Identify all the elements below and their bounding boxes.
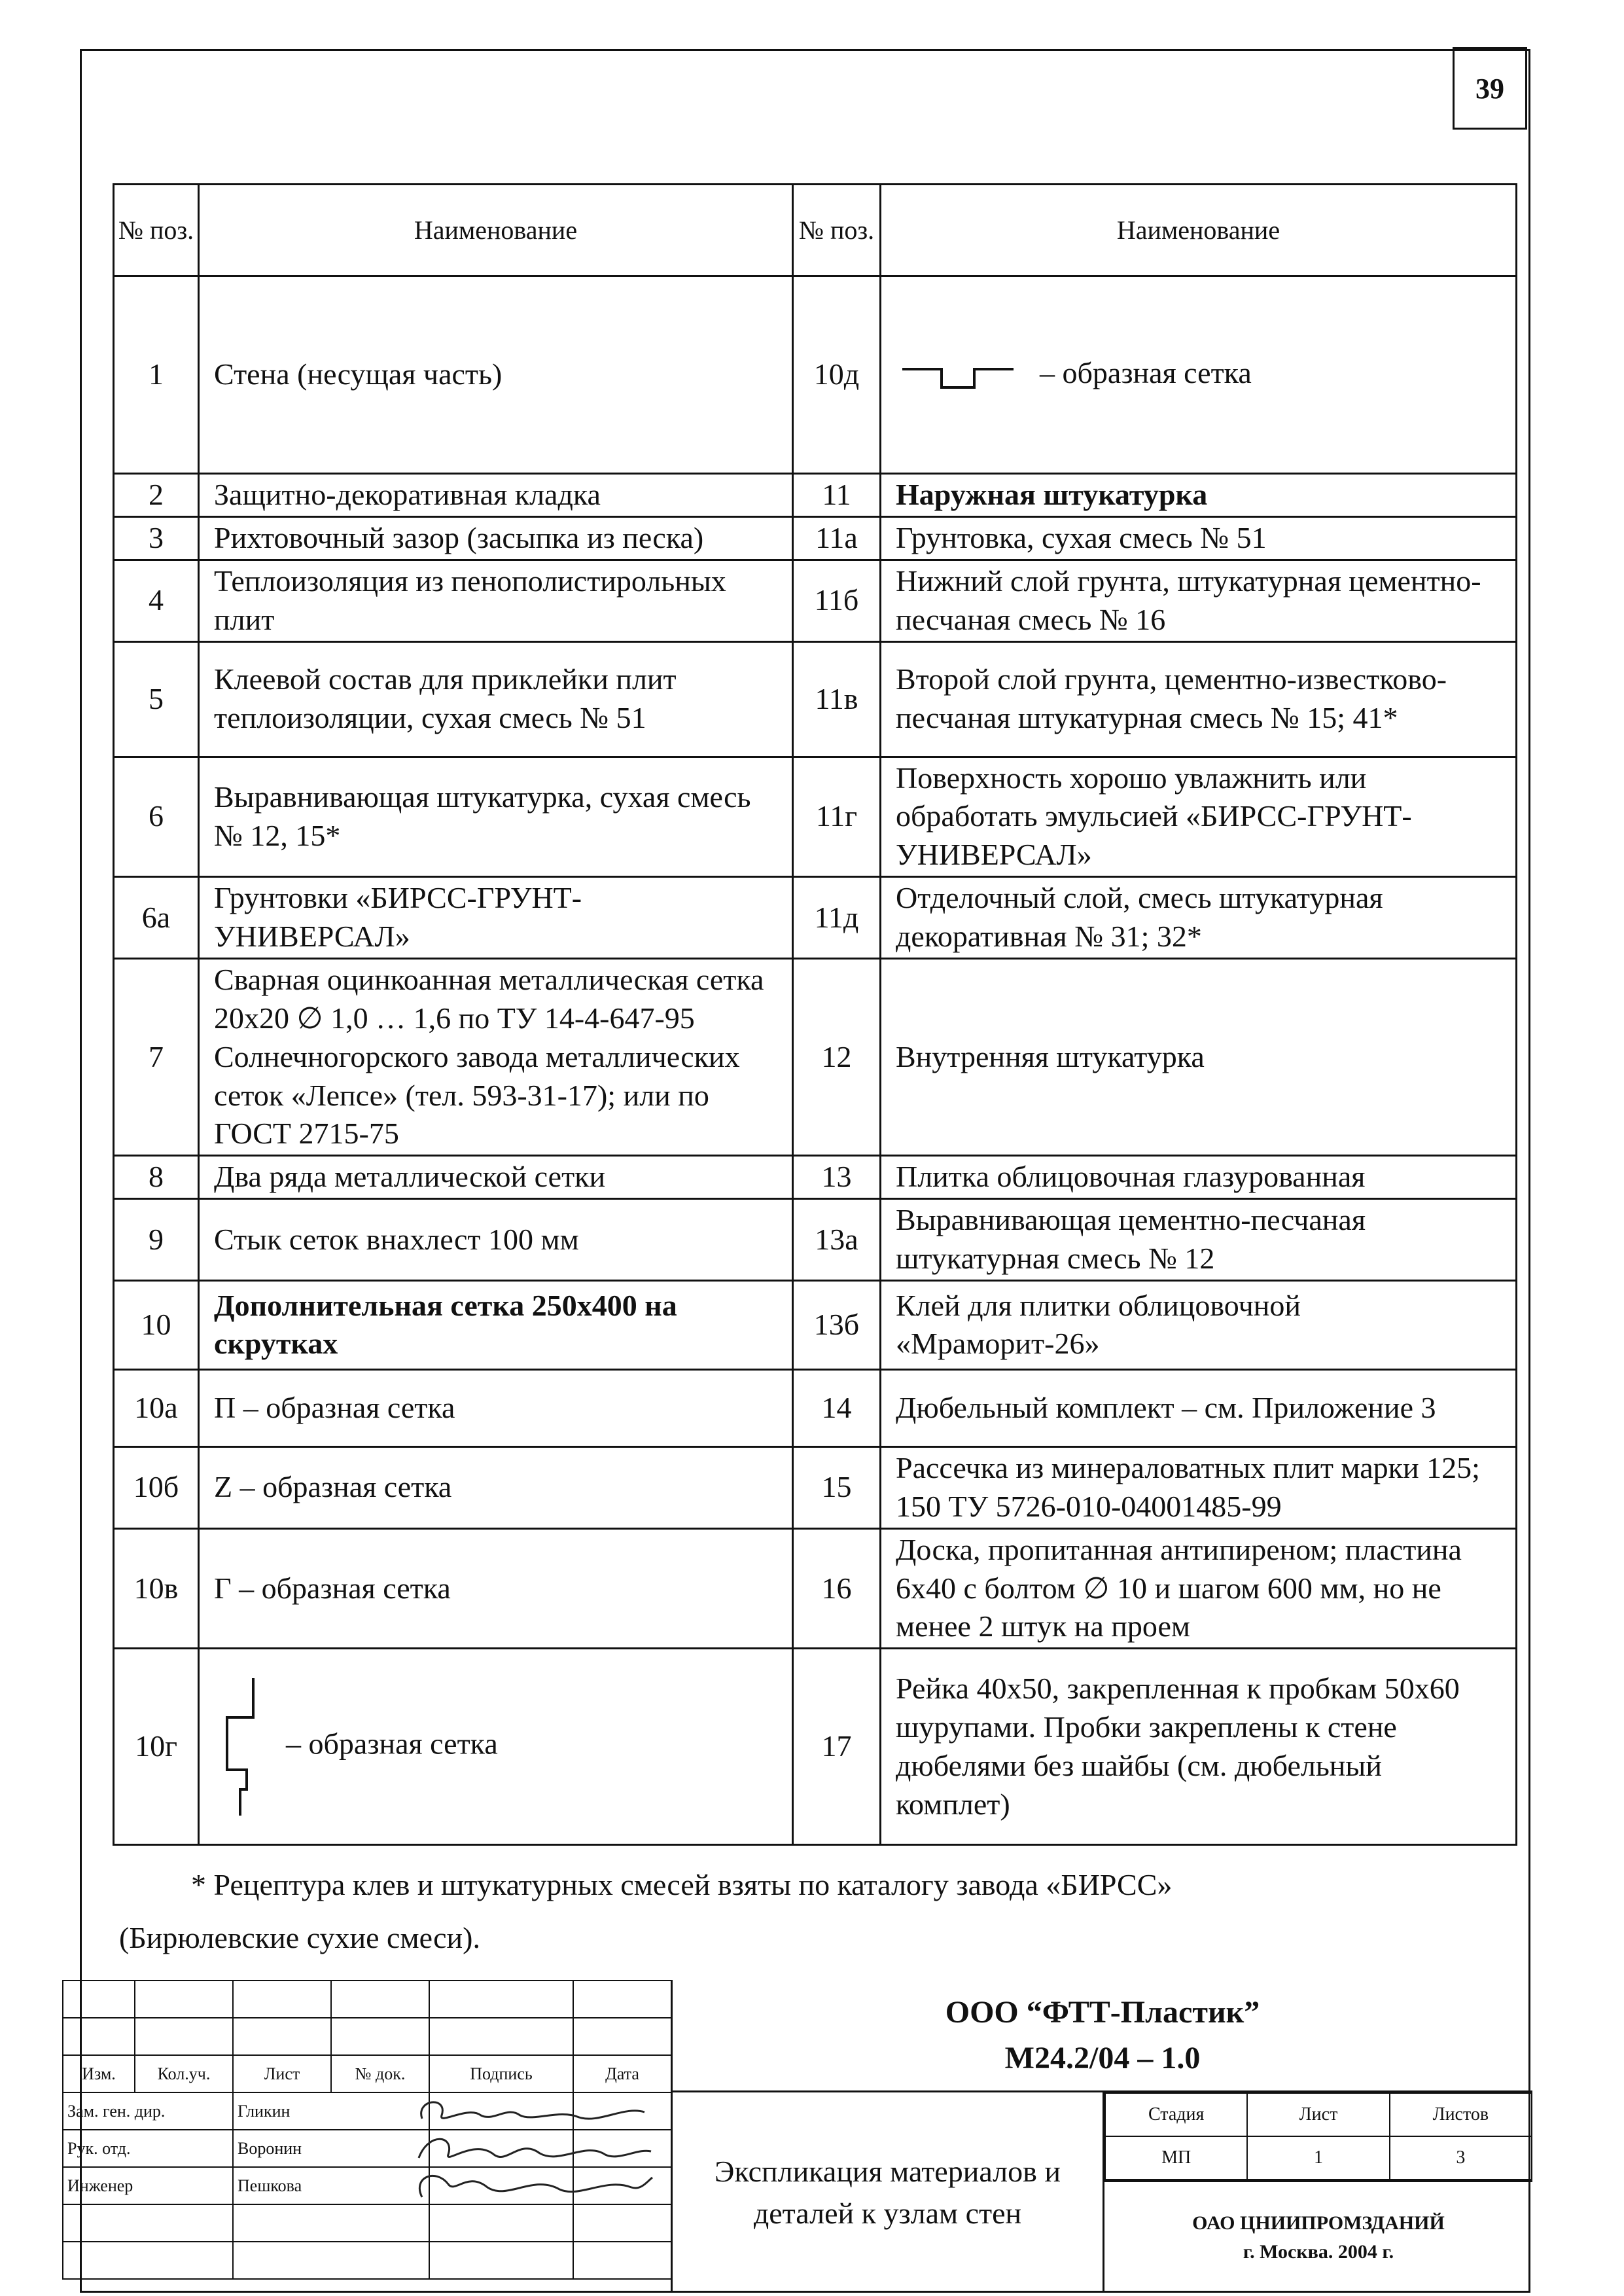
header-name-right: Наименование bbox=[881, 185, 1517, 276]
table-row bbox=[114, 560, 1517, 641]
pos-cell: 12 bbox=[793, 958, 881, 1155]
table-row bbox=[114, 276, 1517, 474]
stage-label: Стадия bbox=[1105, 2093, 1247, 2136]
pos-cell: 9 bbox=[114, 1199, 199, 1281]
name-cell: Доска, пропитанная антипиреном; пластина 6х40 с болтом ∅ 10 и шагом 600 мм, но не менее 2 штук на проем bbox=[881, 1528, 1517, 1649]
signature-icon bbox=[409, 2092, 658, 2132]
name-cell: Стена (несущая часть) bbox=[199, 276, 793, 474]
name-text: – образная сетка bbox=[286, 1727, 498, 1761]
pos-cell: 2 bbox=[114, 474, 199, 517]
role-label: Инженер bbox=[63, 2167, 233, 2204]
sheet-label: Лист bbox=[1247, 2093, 1389, 2136]
name-cell bbox=[199, 1649, 793, 1845]
footnote bbox=[119, 1859, 1460, 1964]
name-text: – образная сетка bbox=[1040, 355, 1252, 389]
name-cell: Г – образная сетка bbox=[199, 1528, 793, 1649]
title-block-main bbox=[671, 1980, 1530, 2293]
header-izm: Изм. bbox=[63, 2055, 135, 2092]
role-label: Рук. отд. bbox=[63, 2130, 233, 2167]
name-cell: Z – образная сетка bbox=[199, 1446, 793, 1528]
name-cell: П – образная сетка bbox=[199, 1369, 793, 1446]
role-name: Воронин bbox=[233, 2130, 429, 2167]
revision-header-row bbox=[63, 2055, 671, 2092]
name-cell: Сварная оцинкоанная металлическая сетка 20х20 ∅ 1,0 … 1,6 по ТУ 14-4-647-95 Солнечногорского завода металлических сеток «Лепсе» (тел. 593-31-17); или по ГОСТ 2715-75 bbox=[199, 958, 793, 1155]
revision-table bbox=[62, 1980, 671, 2293]
pos-cell: 10 bbox=[114, 1280, 199, 1369]
name-cell: Выравнивающая штукатурка, сухая смесь № 12, 15* bbox=[199, 757, 793, 877]
institute-city-year: г. Москва. 2004 г. bbox=[1243, 2240, 1394, 2263]
table-row bbox=[114, 1156, 1517, 1199]
table-row bbox=[114, 1199, 1517, 1281]
pos-cell: 3 bbox=[114, 516, 199, 560]
name-cell: Второй слой грунта, цементно-известково-песчаная штукатурная смесь № 15; 41* bbox=[881, 641, 1517, 757]
footnote-line-2: (Бирюлевские сухие смеси). bbox=[119, 1920, 480, 1954]
name-cell: Рассечка из минераловатных плит марки 125; 150 ТУ 5726-010-04001485-99 bbox=[881, 1446, 1517, 1528]
table-row bbox=[114, 516, 1517, 560]
header-date: Дата bbox=[573, 2055, 671, 2092]
sheets-value: 3 bbox=[1390, 2136, 1532, 2179]
stage-value: МП bbox=[1105, 2136, 1247, 2179]
name-cell bbox=[881, 276, 1517, 474]
role-name: Пешкова bbox=[233, 2167, 429, 2204]
name-cell: Внутренняя штукатурка bbox=[881, 958, 1517, 1155]
table-row bbox=[114, 958, 1517, 1155]
name-cell: Теплоизоляция из пенополистирольных плит bbox=[199, 560, 793, 641]
pos-cell: 8 bbox=[114, 1156, 199, 1199]
pos-cell: 15 bbox=[793, 1446, 881, 1528]
pos-cell: 6 bbox=[114, 757, 199, 877]
header-pos-right: № поз. bbox=[793, 185, 881, 276]
mesh-profile-symbol-icon bbox=[896, 356, 1027, 395]
pos-cell: 10б bbox=[114, 1446, 199, 1528]
table-row bbox=[114, 757, 1517, 877]
table-row bbox=[114, 641, 1517, 757]
pos-cell: 13б bbox=[793, 1280, 881, 1369]
pos-cell: 14 bbox=[793, 1369, 881, 1446]
name-cell: Стык сеток внахлест 100 мм bbox=[199, 1199, 793, 1281]
stage-table bbox=[1104, 2092, 1532, 2180]
sheets-label: Листов bbox=[1390, 2093, 1532, 2136]
stepped-mesh-symbol-icon bbox=[214, 1672, 273, 1822]
name-cell: Грунтовки «БИРСС-ГРУНТ-УНИВЕРСАЛ» bbox=[199, 877, 793, 959]
table-header-row bbox=[114, 185, 1517, 276]
table-row bbox=[114, 1369, 1517, 1446]
table-row bbox=[114, 1528, 1517, 1649]
sheet-title-line-2: деталей к узлам стен bbox=[753, 2197, 1022, 2230]
name-cell: Грунтовка, сухая смесь № 51 bbox=[881, 516, 1517, 560]
name-cell: Клеевой состав для приклейки плит теплоизоляции, сухая смесь № 51 bbox=[199, 641, 793, 757]
name-cell: Наружная штукатурка bbox=[881, 474, 1517, 517]
header-list: Лист bbox=[233, 2055, 331, 2092]
name-cell: Нижний слой грунта, штукатурная цементно-песчаная смесь № 16 bbox=[881, 560, 1517, 641]
name-cell: Рейка 40х50, закрепленная к пробкам 50х60 шурупами. Пробки закреплены к стене дюбелями без шайбы (см. дюбельный комплет) bbox=[881, 1649, 1517, 1845]
title-block bbox=[62, 1980, 1530, 2293]
pos-cell: 11б bbox=[793, 560, 881, 641]
sheet-title-line-1: Экспликация материалов и bbox=[715, 2154, 1061, 2188]
pos-cell: 10д bbox=[793, 276, 881, 474]
pos-cell: 10г bbox=[114, 1649, 199, 1845]
pos-cell: 1 bbox=[114, 276, 199, 474]
pos-cell: 6а bbox=[114, 877, 199, 959]
pos-cell: 16 bbox=[793, 1528, 881, 1649]
signature-icon bbox=[409, 2128, 658, 2168]
pos-cell: 4 bbox=[114, 560, 199, 641]
explication-table bbox=[113, 183, 1517, 1846]
document-code: М24.2/04 – 1.0 bbox=[1004, 2040, 1201, 2075]
organization bbox=[673, 1980, 1532, 2092]
pos-cell: 5 bbox=[114, 641, 199, 757]
table-row bbox=[114, 1446, 1517, 1528]
pos-cell: 11а bbox=[793, 516, 881, 560]
header-kol: Кол.уч. bbox=[135, 2055, 233, 2092]
pos-cell: 11 bbox=[793, 474, 881, 517]
pos-cell: 17 bbox=[793, 1649, 881, 1845]
name-cell: Дополнительная сетка 250х400 на скрутках bbox=[199, 1280, 793, 1369]
name-cell: Два ряда металлической сетки bbox=[199, 1156, 793, 1199]
name-cell: Клей для плитки облицовочной «Мраморит-26» bbox=[881, 1280, 1517, 1369]
pos-cell: 10в bbox=[114, 1528, 199, 1649]
role-name: Гликин bbox=[233, 2092, 429, 2130]
pos-cell: 11г bbox=[793, 757, 881, 877]
name-cell: Дюбельный комплект – см. Приложение 3 bbox=[881, 1369, 1517, 1446]
pos-cell: 13а bbox=[793, 1199, 881, 1281]
table-row bbox=[114, 474, 1517, 517]
name-cell: Отделочный слой, смесь штукатурная декоративная № 31; 32* bbox=[881, 877, 1517, 959]
pos-cell: 13 bbox=[793, 1156, 881, 1199]
organization-name: ООО “ФТТ-Пластик” bbox=[945, 1994, 1260, 2030]
role-label: Зам. ген. дир. bbox=[63, 2092, 233, 2130]
table-row bbox=[114, 1649, 1517, 1845]
table-row bbox=[114, 877, 1517, 959]
pos-cell: 11в bbox=[793, 641, 881, 757]
header-pos-left: № поз. bbox=[114, 185, 199, 276]
pos-cell: 7 bbox=[114, 958, 199, 1155]
name-cell: Рихтовочный зазор (засыпка из песка) bbox=[199, 516, 793, 560]
header-name-left: Наименование bbox=[199, 185, 793, 276]
name-cell: Выравнивающая цементно-песчаная штукатурная смесь № 12 bbox=[881, 1199, 1517, 1281]
sheet-title bbox=[673, 2092, 1104, 2293]
header-doc: № док. bbox=[331, 2055, 429, 2092]
name-cell: Плитка облицовочная глазурованная bbox=[881, 1156, 1517, 1199]
page-number: 39 bbox=[1453, 47, 1527, 130]
footnote-line-1: * Рецептура клев и штукатурных смесей взяты по каталогу завода «БИРСС» bbox=[191, 1868, 1173, 1901]
sheet-value: 1 bbox=[1247, 2136, 1389, 2179]
institute-name: ОАО ЦНИИПРОМЗДАНИЙ bbox=[1192, 2212, 1445, 2234]
signature-icon bbox=[409, 2164, 658, 2204]
pos-cell: 10а bbox=[114, 1369, 199, 1446]
name-cell: Поверхность хорошо увлажнить или обработать эмульсией «БИРСС-ГРУНТ-УНИВЕРСАЛ» bbox=[881, 757, 1517, 877]
header-sign: Подпись bbox=[429, 2055, 573, 2092]
pos-cell: 11д bbox=[793, 877, 881, 959]
name-cell: Защитно-декоративная кладка bbox=[199, 474, 793, 517]
table-row bbox=[114, 1280, 1517, 1369]
institute bbox=[1104, 2180, 1532, 2293]
